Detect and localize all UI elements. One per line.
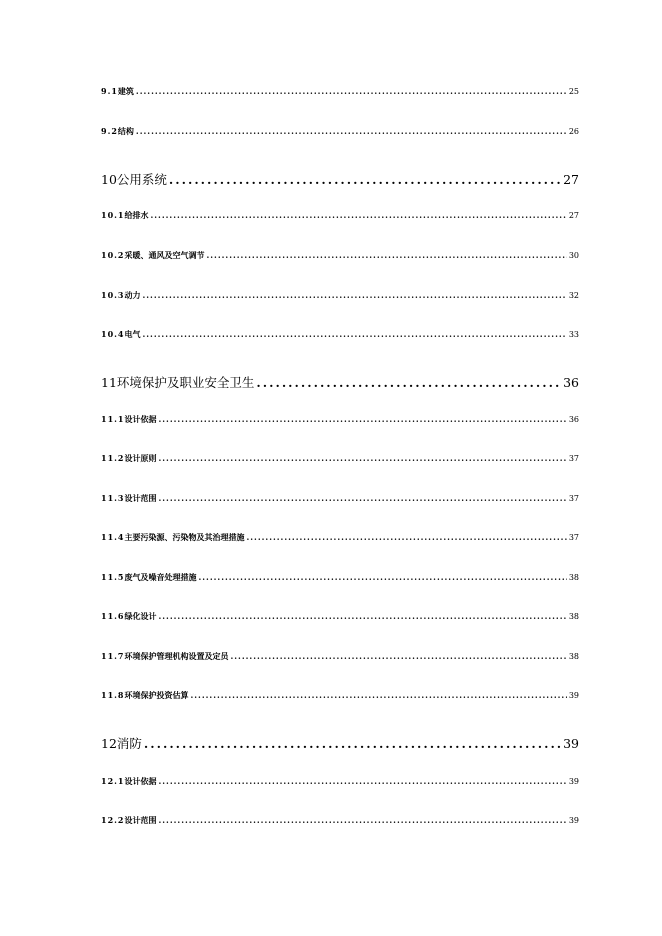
toc-entry-number: 11.2 (101, 453, 125, 463)
dot-leader (246, 533, 566, 541)
toc-entry-number: 12 (101, 736, 117, 751)
toc-entry-page: 33 (568, 330, 579, 339)
toc-entry-number: 10 (101, 172, 117, 187)
toc-entry-10-1[interactable] (101, 210, 579, 221)
toc-entry-11-1[interactable] (101, 414, 579, 425)
dot-leader (136, 87, 567, 95)
toc-entry-9-1[interactable] (101, 86, 579, 97)
toc-entry-9-2[interactable] (101, 126, 579, 137)
toc-entry-page: 38 (568, 612, 579, 621)
toc-entry-number: 11.3 (101, 493, 125, 503)
toc-entry-title: 动力 (124, 290, 141, 300)
toc-entry-page: 39 (568, 691, 579, 700)
toc-entry-page: 39 (568, 777, 579, 786)
toc-entry-page: 36 (563, 375, 579, 390)
toc-entry-title: 设计依据 (124, 776, 157, 786)
toc-entry-11-4[interactable] (101, 532, 579, 543)
toc-entry-11-2[interactable] (101, 453, 579, 464)
toc-entry-title: 建筑 (117, 86, 134, 96)
toc-entry-page: 37 (568, 494, 579, 503)
toc-entry-number: 12.2 (101, 815, 125, 825)
toc-entry-page: 39 (568, 816, 579, 825)
dot-leader (142, 291, 566, 299)
toc-entry-page: 37 (568, 533, 579, 542)
dot-leader (158, 494, 566, 502)
toc-entry-number: 10.4 (101, 329, 125, 339)
toc-entry-title: 电气 (124, 329, 141, 339)
dot-leader (198, 573, 566, 581)
toc-entry-title: 消防 (116, 736, 142, 751)
toc-entry-10-3[interactable] (101, 290, 579, 301)
dot-leader (230, 652, 566, 660)
toc-entry-number: 11 (101, 375, 117, 390)
dot-leader (158, 454, 566, 462)
toc-entry-page: 32 (568, 291, 579, 300)
dot-leader (150, 211, 566, 219)
toc-entry-title: 绿化设计 (124, 611, 157, 621)
toc-entry-12-2[interactable] (101, 815, 579, 826)
toc-chapter-10[interactable] (101, 170, 579, 188)
toc-entry-page: 27 (568, 211, 579, 220)
dot-leader (158, 816, 566, 824)
toc-entry-10-4[interactable] (101, 329, 579, 340)
toc-entry-page: 36 (568, 415, 579, 424)
table-of-contents (101, 0, 579, 936)
toc-entry-page: 38 (568, 573, 579, 582)
toc-entry-number: 11.7 (101, 651, 125, 661)
toc-entry-number: 11.6 (101, 611, 125, 621)
toc-chapter-11[interactable] (101, 373, 579, 391)
dot-leader (136, 127, 567, 135)
toc-entry-number: 12.1 (101, 776, 125, 786)
toc-entry-number: 11.8 (101, 690, 125, 700)
toc-entry-title: 给排水 (124, 210, 149, 220)
dot-leader (144, 738, 561, 751)
toc-entry-title: 设计范围 (124, 493, 157, 503)
toc-entry-number: 9.1 (101, 86, 118, 96)
dot-leader (190, 691, 566, 699)
dot-leader (158, 415, 566, 423)
toc-entry-number: 10.3 (101, 290, 125, 300)
dot-leader (142, 330, 566, 338)
toc-entry-page: 27 (563, 172, 579, 187)
toc-entry-title: 环境保护及职业安全卫生 (116, 375, 255, 390)
toc-entry-11-5[interactable] (101, 572, 579, 583)
toc-entry-number: 9.2 (101, 126, 118, 136)
toc-entry-title: 结构 (117, 126, 134, 136)
toc-entry-11-7[interactable] (101, 651, 579, 662)
toc-entry-number: 11.1 (101, 414, 125, 424)
toc-entry-page: 39 (563, 736, 579, 751)
dot-leader (206, 251, 566, 259)
toc-entry-title: 废气及噪音处理措施 (124, 572, 197, 582)
toc-entry-title: 环境保护投资估算 (124, 690, 189, 700)
toc-entry-number: 11.5 (101, 572, 125, 582)
toc-entry-10-2[interactable] (101, 250, 579, 261)
toc-entry-number: 10.2 (101, 250, 125, 260)
toc-entry-title: 采暖、通风及空气调节 (124, 250, 205, 260)
toc-entry-11-6[interactable] (101, 611, 579, 622)
toc-entry-page: 38 (568, 652, 579, 661)
toc-entry-page: 37 (568, 454, 579, 463)
dot-leader (158, 612, 566, 620)
toc-entry-page: 26 (568, 127, 579, 136)
toc-chapter-12[interactable] (101, 734, 579, 752)
dot-leader (158, 777, 566, 785)
toc-entry-page: 25 (568, 87, 579, 96)
toc-entry-number: 10.1 (101, 210, 125, 220)
toc-entry-11-3[interactable] (101, 493, 579, 504)
dot-leader (169, 174, 561, 187)
toc-entry-title: 主要污染源、污染物及其治理措施 (124, 532, 245, 542)
toc-entry-title: 设计原则 (124, 453, 157, 463)
toc-entry-title: 设计范围 (124, 815, 157, 825)
toc-entry-title: 公用系统 (116, 172, 167, 187)
toc-entry-number: 11.4 (101, 532, 125, 542)
dot-leader (256, 377, 561, 390)
toc-entry-11-8[interactable] (101, 690, 579, 701)
toc-entry-12-1[interactable] (101, 776, 579, 787)
toc-entry-title: 环境保护管理机构设置及定员 (124, 651, 229, 661)
toc-entry-page: 30 (568, 251, 579, 260)
toc-entry-title: 设计依据 (124, 414, 157, 424)
